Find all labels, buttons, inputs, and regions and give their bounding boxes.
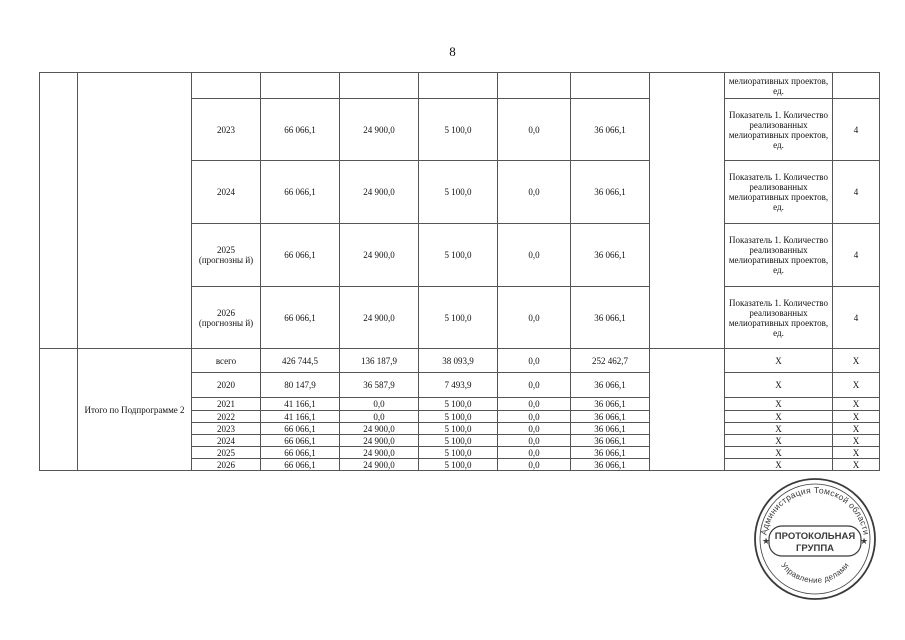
total-cell: 66 066,1 xyxy=(261,161,340,224)
cell-blank xyxy=(78,73,192,349)
regional-cell: 5 100,0 xyxy=(419,287,498,349)
indicator-cell: Показатель 1. Количество реализованных мелиоративных проектов, ед. xyxy=(725,99,833,161)
federal-cell: 0,0 xyxy=(340,398,419,411)
year-cell: 2022 xyxy=(192,411,261,423)
total-cell: 66 066,1 xyxy=(261,435,340,447)
extra-cell: 36 066,1 xyxy=(571,398,650,411)
extra-cell: 252 462,7 xyxy=(571,349,650,373)
indicator-value-cell: Х xyxy=(833,411,880,423)
regional-cell: 5 100,0 xyxy=(419,99,498,161)
table-row xyxy=(40,349,880,373)
extra-cell: 36 066,1 xyxy=(571,435,650,447)
local-cell: 0,0 xyxy=(498,398,571,411)
indicator-value-cell: Х xyxy=(833,398,880,411)
extra-cell: 36 066,1 xyxy=(571,287,650,349)
local-cell: 0,0 xyxy=(498,349,571,373)
federal-cell: 24 900,0 xyxy=(340,447,419,459)
cell-blank xyxy=(650,349,725,471)
federal-cell: 24 900,0 xyxy=(340,224,419,287)
indicator-value-cell: Х xyxy=(833,423,880,435)
cell-blank xyxy=(40,73,78,349)
extra-cell: 36 066,1 xyxy=(571,423,650,435)
local-cell: 0,0 xyxy=(498,224,571,287)
indicator-value-cell: Х xyxy=(833,373,880,398)
indicator-cell: Х xyxy=(725,459,833,471)
indicator-value-cell: Х xyxy=(833,447,880,459)
stamp-outer-text: Администрация Томской области xyxy=(758,484,872,536)
total-cell: 66 066,1 xyxy=(261,447,340,459)
regional-cell: 5 100,0 xyxy=(419,435,498,447)
year-cell: 2026 xyxy=(192,459,261,471)
total-cell: 41 166,1 xyxy=(261,411,340,423)
extra-cell: 36 066,1 xyxy=(571,411,650,423)
cell-blank xyxy=(650,73,725,349)
federal-cell: 36 587,9 xyxy=(340,373,419,398)
federal-cell: 24 900,0 xyxy=(340,423,419,435)
budget-table xyxy=(39,72,880,471)
indicator-cell: Х xyxy=(725,349,833,373)
stamp-center-line2: ГРУППА xyxy=(795,543,835,554)
year-cell: 2024 xyxy=(192,435,261,447)
regional-cell: 5 100,0 xyxy=(419,411,498,423)
extra-cell: 36 066,1 xyxy=(571,459,650,471)
indicator-cell: Х xyxy=(725,447,833,459)
local-cell: 0,0 xyxy=(498,435,571,447)
indicator-value-cell: 4 xyxy=(833,99,880,161)
indicator-value-cell: 4 xyxy=(833,287,880,349)
total-cell: 426 744,5 xyxy=(261,349,340,373)
year-cell: 2026 (прогнозны й) xyxy=(192,287,261,349)
extra-cell: 36 066,1 xyxy=(571,161,650,224)
indicator-cell: Х xyxy=(725,435,833,447)
federal-cell: 24 900,0 xyxy=(340,287,419,349)
federal-cell: 24 900,0 xyxy=(340,161,419,224)
local-cell: 0,0 xyxy=(498,423,571,435)
extra-cell: 36 066,1 xyxy=(571,447,650,459)
regional-cell: 38 093,9 xyxy=(419,349,498,373)
total-cell: 66 066,1 xyxy=(261,287,340,349)
federal-cell: 0,0 xyxy=(340,411,419,423)
regional-cell: 5 100,0 xyxy=(419,224,498,287)
official-stamp xyxy=(752,476,878,602)
page-number: 8 xyxy=(449,44,456,59)
indicator-cell: Х xyxy=(725,398,833,411)
regional-cell: 5 100,0 xyxy=(419,459,498,471)
federal-cell: 24 900,0 xyxy=(340,99,419,161)
total-cell: 66 066,1 xyxy=(261,99,340,161)
local-cell: 0,0 xyxy=(498,459,571,471)
federal-cell: 136 187,9 xyxy=(340,349,419,373)
indicator-cell: Х xyxy=(725,423,833,435)
stamp-center-line1: ПРОТОКОЛЬНАЯ xyxy=(774,531,856,542)
regional-cell: 5 100,0 xyxy=(419,447,498,459)
indicator-value-cell: Х xyxy=(833,459,880,471)
extra-cell: 36 066,1 xyxy=(571,224,650,287)
indicator-cell: Х xyxy=(725,411,833,423)
cell-blank xyxy=(40,349,78,471)
year-cell: 2023 xyxy=(192,423,261,435)
year-cell: 2023 xyxy=(192,99,261,161)
indicator-value-cell: 4 xyxy=(833,161,880,224)
extra-cell: 36 066,1 xyxy=(571,99,650,161)
local-cell: 0,0 xyxy=(498,287,571,349)
local-cell: 0,0 xyxy=(498,447,571,459)
table-row xyxy=(40,73,880,99)
year-cell: 2020 xyxy=(192,373,261,398)
total-cell: 66 066,1 xyxy=(261,423,340,435)
summary-label: Итого по Подпрограмме 2 xyxy=(78,349,192,471)
stamp-bottom-text: Управление делами xyxy=(779,560,851,585)
stamp-star-icon: ★ xyxy=(762,536,771,546)
regional-cell: 5 100,0 xyxy=(419,161,498,224)
local-cell: 0,0 xyxy=(498,99,571,161)
regional-cell: 7 493,9 xyxy=(419,373,498,398)
federal-cell: 24 900,0 xyxy=(340,459,419,471)
total-cell: 66 066,1 xyxy=(261,224,340,287)
regional-cell: 5 100,0 xyxy=(419,423,498,435)
federal-cell: 24 900,0 xyxy=(340,435,419,447)
indicator-cell: Х xyxy=(725,373,833,398)
indicator-cell: мелиоративных проектов, ед. xyxy=(725,73,833,99)
total-cell: 41 166,1 xyxy=(261,398,340,411)
year-cell: 2024 xyxy=(192,161,261,224)
local-cell: 0,0 xyxy=(498,373,571,398)
stamp-star-icon: ★ xyxy=(860,536,869,546)
year-cell: 2021 xyxy=(192,398,261,411)
indicator-cell: Показатель 1. Количество реализованных мелиоративных проектов, ед. xyxy=(725,287,833,349)
indicator-cell: Показатель 1. Количество реализованных мелиоративных проектов, ед. xyxy=(725,224,833,287)
local-cell: 0,0 xyxy=(498,411,571,423)
total-cell: 66 066,1 xyxy=(261,459,340,471)
regional-cell: 5 100,0 xyxy=(419,398,498,411)
total-cell: 80 147,9 xyxy=(261,373,340,398)
indicator-value-cell: Х xyxy=(833,349,880,373)
indicator-cell: Показатель 1. Количество реализованных мелиоративных проектов, ед. xyxy=(725,161,833,224)
year-cell: всего xyxy=(192,349,261,373)
indicator-value-cell: Х xyxy=(833,435,880,447)
indicator-value-cell: 4 xyxy=(833,224,880,287)
extra-cell: 36 066,1 xyxy=(571,373,650,398)
year-cell: 2025 xyxy=(192,447,261,459)
local-cell: 0,0 xyxy=(498,161,571,224)
year-cell: 2025 (прогнозны й) xyxy=(192,224,261,287)
